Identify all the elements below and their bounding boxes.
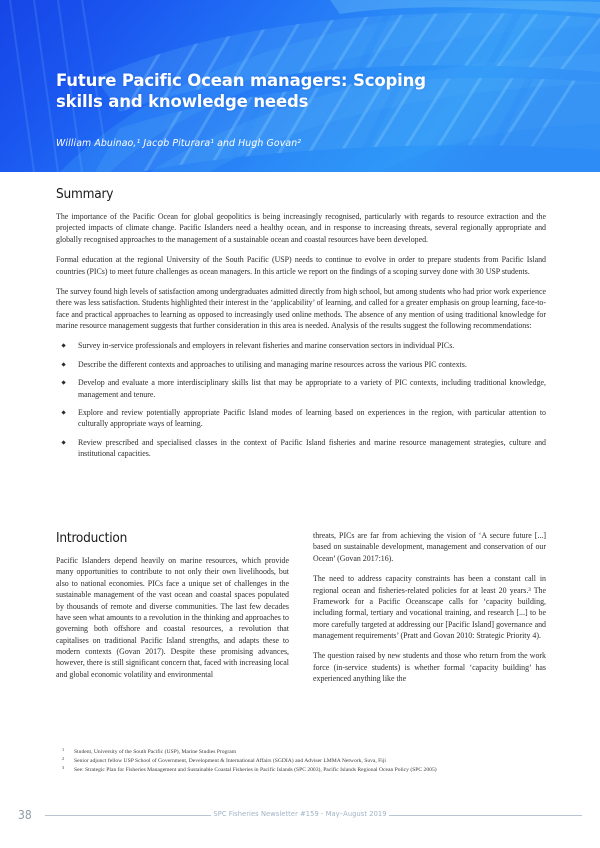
summary-paragraph-2: Formal education at the regional University of the South Pacific (USP) needs to continue to evolve in order to prepare students from Pacific Island countries (PICs) to meet future challenges as ocean managers. In this article we report on the findings of a scoping survey done with 30 USP students. xyxy=(56,255,546,276)
footnote-3 xyxy=(56,766,556,774)
page-header-banner xyxy=(0,0,600,172)
footer-publication-text: SPC Fisheries Newsletter #159 - May–August 2019 xyxy=(213,809,387,818)
footnote-text: See: Strategic Plan for Fisheries Management and Sustainable Coastal Fisheries in Pacific Islands (SPC 2003), Pacific Islands Regional Ocean Policy (SPC 2005) xyxy=(74,767,437,774)
footer-rule-right xyxy=(389,815,582,816)
footnote-marker: 2 xyxy=(62,755,65,761)
introduction-paragraph-2: threats, PICs are far from achieving the vision of ‘A secure future [...] based on sustainable development, management and conservation of our Ocean’ (Govan 2017:16). xyxy=(313,531,546,563)
introduction-paragraph-1: Pacific Islanders depend heavily on marine resources, which provide many opportunities to contribute to not only their own livelihoods, but also to national economies. PICs face a unique set of challenges in the sustainable management of the vast ocean and coastal spaces populated by thousands of remote and diverse communities. The last few decades have seen what amounts to a revolution in the thinking and approaches to governing both offshore and coastal resources, a revolution that capitalises on traditional Pacific Island strengths, and adapts these to modern contexts (Govan 2017). Despite these promising advances, however, there is still significant concern that, faced with increasing local and global economic volatility and environmental xyxy=(56,556,289,679)
list-item: Describe the different contexts and approaches to utilising and managing marine resources across the various PIC contexts. xyxy=(56,359,546,370)
introduction-left-column xyxy=(56,530,289,680)
list-item: Review prescribed and specialised classes in the context of Pacific Island fisheries and marine resource management strategies, culture and institutional capacities. xyxy=(56,437,546,460)
footnote-marker: 3 xyxy=(62,764,65,770)
list-item: Survey in-service professionals and employers in relevant fisheries and marine conservation sectors in individual PICs. xyxy=(56,340,546,351)
summary-paragraph-1: The importance of the Pacific Ocean for global geopolitics is being increasingly recognised, particularly with regards to resource extraction and the projected impacts of climate change. Pacific Islanders need a healthy ocean, and in response to increasing threats, several regionally appropriate and globally recognised approaches to the management of a sustainable ocean and coastal resources have been developed. xyxy=(56,212,546,244)
page-body xyxy=(0,172,600,848)
article-authors: William Abuinao,¹ Jacob Piturara¹ and Hugh Govan² xyxy=(56,138,302,149)
summary-heading: Summary xyxy=(56,186,114,202)
introduction-heading: Introduction xyxy=(56,530,128,546)
summary-section xyxy=(56,186,546,466)
page-footer xyxy=(0,806,600,828)
introduction-paragraph-3: The need to address capacity constraints has been a constant call in regional ocean and fisheries-related policies for at least 20 years.³ The Framework for a Pacific Oceanscape calls for ‘capacity building, including formal, tertiary and vocational training, and research [...] to be more carefully targeted at addressing our [Pacific Island] governance and management requirements’ (Pratt and Govan 2010: Strategic Priority 4). xyxy=(313,574,546,640)
introduction-paragraph-4: The question raised by new students and those who return from the work force (in-service students) is whether formal ‘capacity building’ has experienced anything like the xyxy=(313,651,546,684)
footnote-marker: 1 xyxy=(62,746,65,752)
recommendations-list xyxy=(56,340,546,459)
footnote-2 xyxy=(56,757,556,765)
list-item: Explore and review potentially appropriate Pacific Island modes of learning based on experiences in the region, with particular attention to culturally appropriate ways of learning. xyxy=(56,407,546,430)
footnote-text: Senior adjunct fellow USP School of Government, Development & International Affairs (SGDIA) and Adviser LMMA Network, Suva, Fiji xyxy=(74,758,386,765)
list-item: Develop and evaluate a more interdisciplinary skills list that may be appropriate to a variety of PIC contexts, including traditional knowledge, management and tenure. xyxy=(56,377,546,400)
footnote-1 xyxy=(56,748,556,756)
summary-paragraph-3: The survey found high levels of satisfaction among undergraduates admitted directly from high school, but among students who had prior work experience there was less satisfaction. Students highlighted their interest in the ‘applicability’ of learning, and called for a greater emphasis on group learning, face-to-face and practical approaches to learning as opposed to increasingly used online methods. The absence of any mention of using traditional knowledge for marine resource management suggests that further consideration in this area is needed. Analysis of the results suggest the following recommendations: xyxy=(56,286,546,330)
introduction-right-column xyxy=(313,530,546,685)
page-number: 38 xyxy=(18,808,32,822)
footnotes-block xyxy=(56,748,556,775)
footnote-text: Student, University of the South Pacific (USP), Marine Studies Program xyxy=(74,749,237,755)
article-title: Future Pacific Ocean managers: Scoping skills and knowledge needs xyxy=(56,71,426,112)
